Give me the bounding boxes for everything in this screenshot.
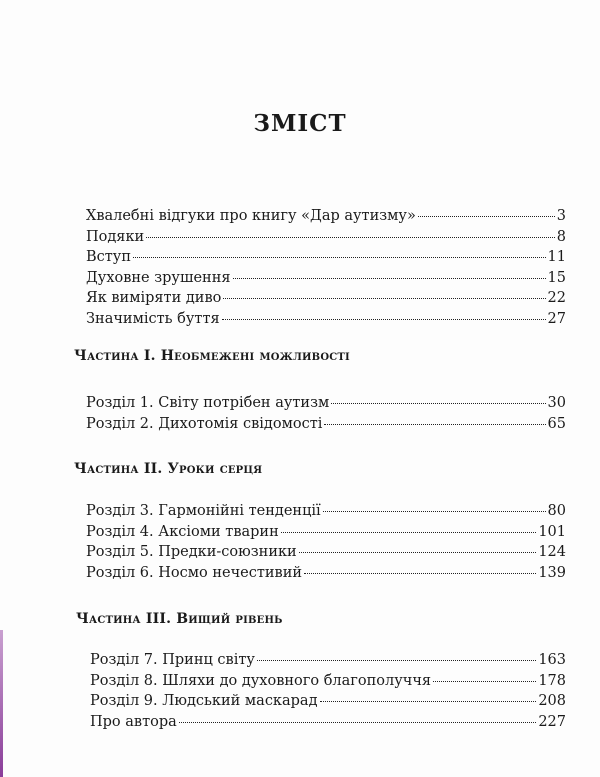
toc-page: 30 — [547, 395, 566, 411]
toc-label: Розділ 9. Людський маскарад — [90, 693, 318, 709]
dot-leader — [323, 511, 546, 512]
toc-label: Хвалебні відгуки про книгу «Дар аутизму» — [86, 208, 416, 224]
dot-leader — [233, 278, 546, 279]
toc-entry — [86, 395, 566, 416]
toc-entry — [86, 524, 566, 545]
toc-label: Розділ 6. Носмо нечестивий — [86, 564, 303, 581]
toc-page: 163 — [538, 652, 566, 668]
dot-leader — [418, 216, 555, 217]
toc-label: Подяки — [86, 228, 145, 245]
toc-page: 124 — [538, 544, 566, 560]
toc-label: Як виміряти диво — [86, 290, 222, 306]
dot-leader — [324, 424, 545, 425]
toc-entry — [86, 208, 566, 229]
toc-label: Розділ 2. Дихотомія свідомості — [86, 415, 323, 432]
toc-label: Розділ 7. Принц світу — [90, 652, 255, 668]
toc-label: Духовне зрушення — [86, 269, 231, 286]
toc-entry — [90, 673, 566, 694]
toc-label: Розділ 4. Аксіоми тварин — [86, 523, 279, 540]
part-1-chapters — [86, 395, 566, 436]
toc-page: 101 — [538, 523, 566, 540]
toc-label: Розділ 8. Шляхи до духовного благополуччя — [90, 672, 432, 689]
dot-leader — [304, 573, 536, 574]
part-heading: Частина I. Необмежені можливості — [74, 348, 350, 364]
toc-entry — [90, 693, 566, 714]
toc-page: 27 — [547, 310, 566, 327]
toc-page: 3 — [556, 208, 566, 224]
toc-page: 8 — [556, 228, 566, 245]
toc-entry — [86, 290, 566, 311]
toc-label: Значимість буття — [86, 310, 220, 327]
toc-label: Розділ 1. Світу потрібен аутизм — [86, 395, 330, 411]
part-heading: Частина III. Вищий рівень — [76, 611, 283, 627]
toc-entry — [86, 311, 566, 332]
dot-leader — [331, 403, 545, 404]
toc-page: 15 — [547, 269, 566, 286]
dot-leader — [146, 237, 555, 238]
toc-page: 22 — [547, 290, 566, 306]
toc-entry — [86, 503, 566, 524]
toc-entry — [86, 229, 566, 250]
toc-page: 139 — [538, 564, 566, 581]
toc-label: Розділ 5. Предки-союзники — [86, 544, 297, 560]
dot-leader — [299, 552, 537, 553]
part-3-chapters — [90, 652, 566, 734]
toc-entry — [86, 544, 566, 565]
toc-label: Розділ 3. Гармонійні тенденції — [86, 503, 321, 519]
toc-page: 80 — [547, 503, 566, 519]
dot-leader — [179, 722, 537, 723]
toc-page: 178 — [538, 672, 566, 689]
toc-entry — [90, 714, 566, 735]
toc-page: 65 — [547, 415, 566, 432]
dot-leader — [281, 532, 537, 533]
dot-leader — [257, 660, 536, 661]
part-heading: Частина II. Уроки серця — [74, 461, 263, 477]
dot-leader — [320, 701, 537, 702]
front-matter-list — [86, 208, 566, 331]
toc-page: 208 — [538, 693, 566, 709]
toc-label: Вступ — [86, 249, 131, 265]
toc-page: 11 — [547, 249, 566, 265]
dot-leader — [133, 257, 546, 258]
dot-leader — [223, 298, 545, 299]
dot-leader — [433, 681, 536, 682]
toc-label: Про автора — [90, 713, 177, 730]
toc-entry — [86, 416, 566, 437]
book-spine-edge — [0, 630, 3, 777]
part-2-chapters — [86, 503, 566, 585]
toc-entry — [86, 565, 566, 586]
toc-entry — [90, 652, 566, 673]
toc-entry — [86, 249, 566, 270]
toc-entry — [86, 270, 566, 291]
page-title: ЗМІСТ — [253, 110, 347, 137]
toc-page: 227 — [538, 713, 566, 730]
dot-leader — [222, 319, 546, 320]
